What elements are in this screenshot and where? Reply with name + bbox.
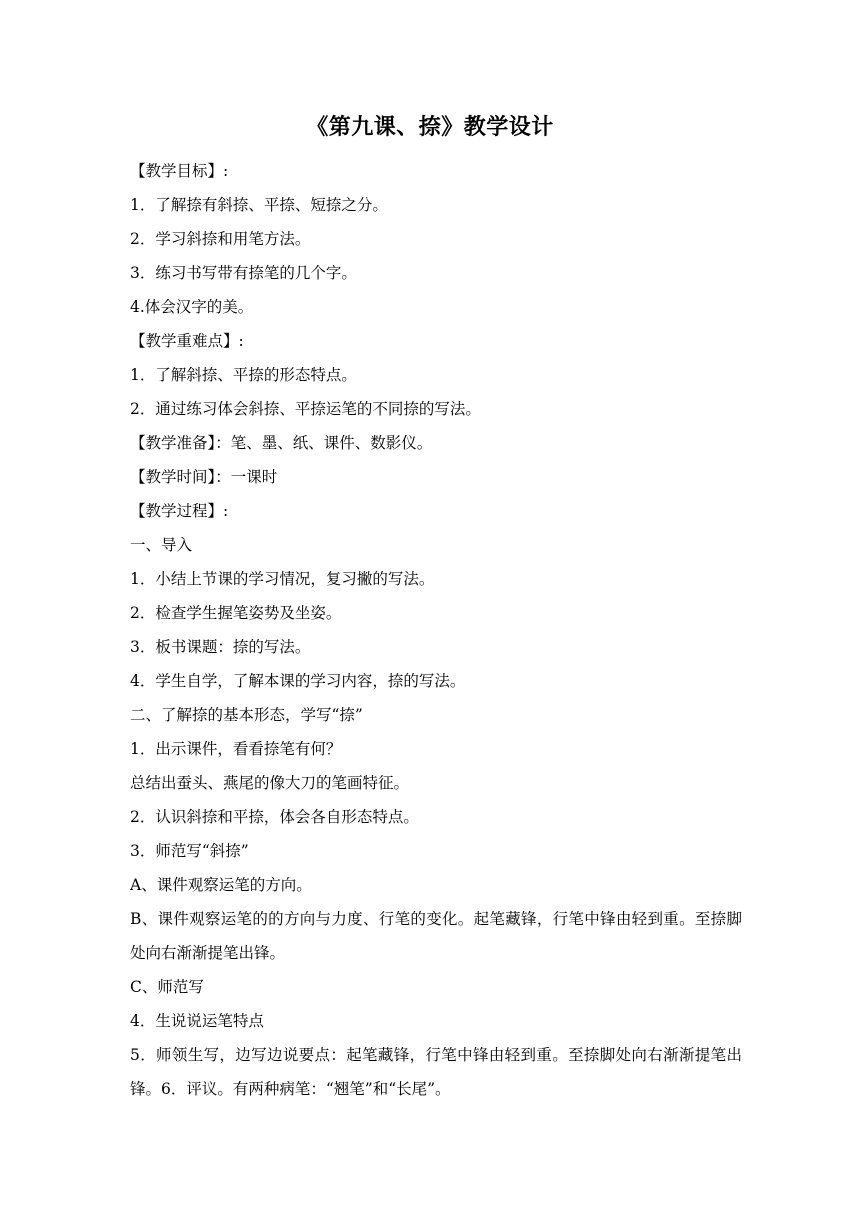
process-part-2-item-4: 4．生说说运笔特点 (130, 1012, 264, 1030)
page-title: 《第九课、捺》教学设计 (306, 115, 554, 140)
process-part-2-sub-b: B、课件观察运笔的的方向与力度、行笔的变化。起笔藏锋，行笔中锋由轻到重。至捺脚处向右渐渐提笔出锋。 (130, 910, 742, 962)
process-part-1-item-4: 4．学生自学，了解本课的学习内容，捺的写法。 (130, 672, 466, 690)
section-heading-key-points: 【教学重难点】: (130, 332, 244, 350)
process-part-2-heading: 二、了解捺的基本形态，学写“捺” (130, 706, 363, 724)
section-heading-process: 【教学过程】: (130, 502, 229, 520)
process-part-1-item-3: 3．板书课题：捺的写法。 (130, 638, 311, 656)
section-time: 【教学时间】：一课时 (130, 468, 278, 486)
objective-item-2: 2．学习斜捺和用笔方法。 (130, 230, 311, 248)
objective-item-1: 1．了解捺有斜捺、平捺、短捺之分。 (130, 196, 388, 214)
process-part-2-sub-c: C、师范写 (130, 978, 204, 996)
document-body (130, 154, 742, 1106)
key-point-item-1: 1．了解斜捺、平捺的形态特点。 (130, 366, 357, 384)
process-part-1-item-2: 2．检查学生握笔姿势及坐姿。 (130, 604, 342, 622)
process-part-2-item-3: 3．师范写“斜捺” (130, 842, 249, 860)
key-point-item-2: 2．通过练习体会斜捺、平捺运笔的不同捺的写法。 (130, 400, 481, 418)
process-part-2-item-2: 2．认识斜捺和平捺，体会各自形态特点。 (130, 808, 419, 826)
section-heading-objectives: 【教学目标】: (130, 162, 229, 180)
process-part-2-sub-a: A、课件观察运笔的方向。 (130, 876, 312, 894)
section-preparation: 【教学准备】：笔、墨、纸、课件、数影仪。 (130, 434, 433, 452)
process-part-2-item-5: 5．师领生写，边写边说要点：起笔藏锋，行笔中锋由轻到重。至捺脚处向右渐渐提笔出锋。6．评议。有两种病笔：“翘笔”和“长尾”。 (130, 1046, 742, 1098)
process-part-2-summary: 总结出蚕头、燕尾的像大刀的笔画特征。 (130, 774, 410, 792)
process-part-1-heading: 一、导入 (130, 536, 193, 554)
objective-item-3: 3．练习书写带有捺笔的几个字。 (130, 264, 357, 282)
objective-item-4: 4.体会汉字的美。 (130, 298, 254, 316)
process-part-2-item-1: 1．出示课件，看看捺笔有何？ (130, 740, 342, 758)
process-part-1-item-1: 1．小结上节课的学习情况，复习撇的写法。 (130, 570, 435, 588)
